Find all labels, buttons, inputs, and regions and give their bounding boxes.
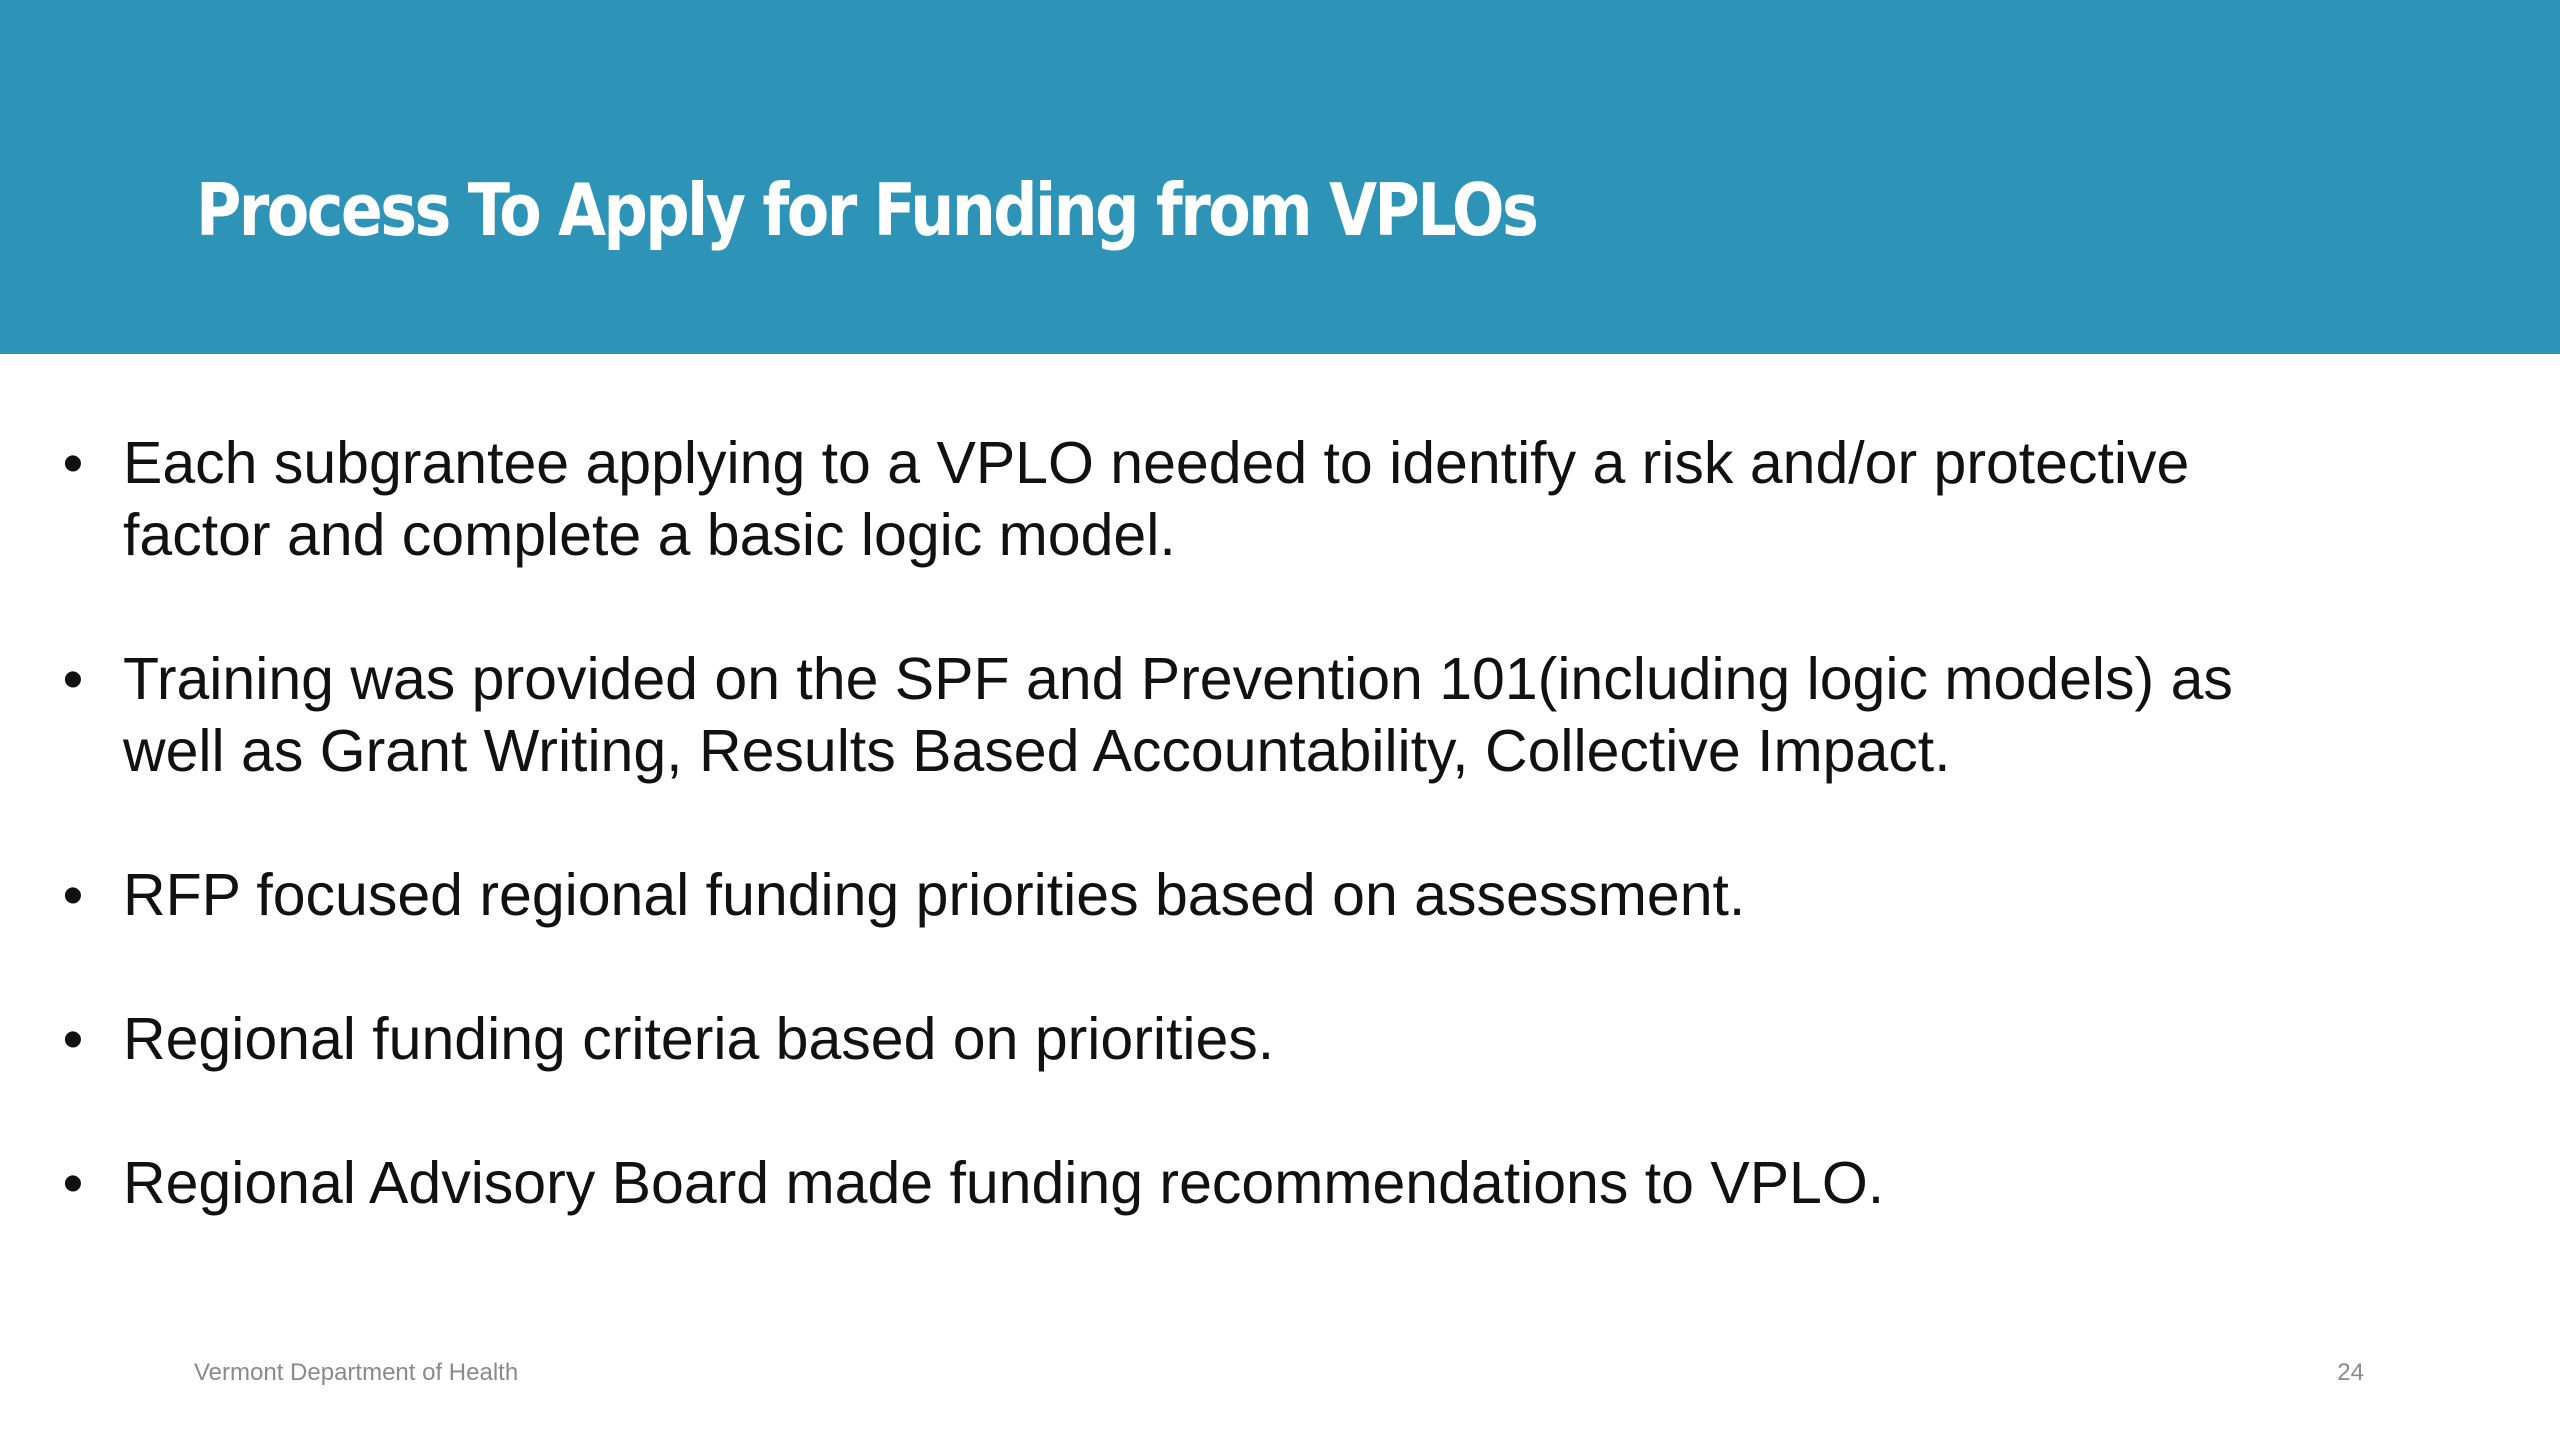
slide-title: Process To Apply for Funding from VPLOs [196,168,1537,252]
footer-organization: Vermont Department of Health [194,1359,519,1386]
bullet-marker: • [62,646,84,712]
bullet-marker: • [62,1006,84,1072]
bullet-line: well as Grant Writing, Results Based Accountability, Collective Impact. [123,718,1951,784]
header-band [0,0,2560,354]
bullet-line: Regional Advisory Board made funding recommendations to VPLO. [123,1150,1885,1216]
bullet-line: RFP focused regional funding priorities based on assessment. [123,862,1746,928]
bullet-item [58,427,2458,571]
bullet-line: Regional funding criteria based on priorities. [123,1006,1275,1072]
bullet-item [58,1003,2458,1075]
bullet-marker: • [62,862,84,928]
bullet-item [58,643,2458,787]
bullet-line: Each subgrantee applying to a VPLO needed to identify a risk and/or protective [123,430,2190,496]
bullet-line: factor and complete a basic logic model. [123,502,1176,568]
bullet-marker: • [62,430,84,496]
bullet-marker: • [62,1150,84,1216]
slide-number: 24 [2337,1359,2364,1386]
bullet-line: Training was provided on the SPF and Prevention 101(including logic models) as [123,646,2233,712]
bullet-item [58,1147,2458,1219]
bullet-item [58,859,2458,931]
